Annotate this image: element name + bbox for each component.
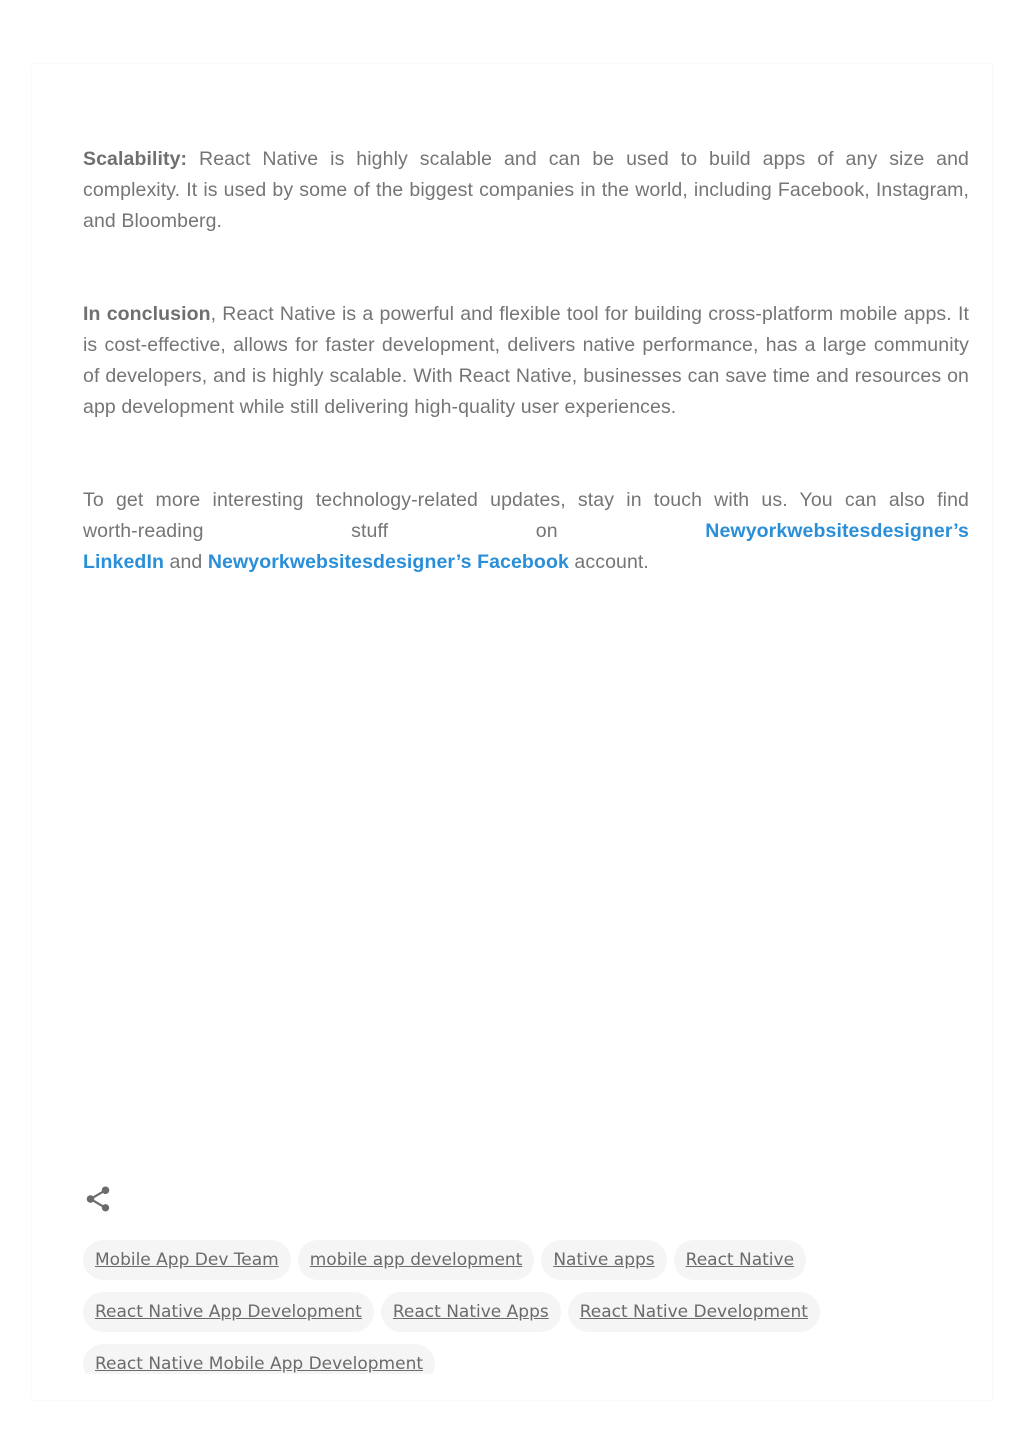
updates-line-1 (83, 485, 969, 516)
updates-word-on: on (535, 520, 558, 542)
updates-text-1: To get more interesting technology-related updates, stay in touch with us. You can also find (83, 489, 969, 511)
paragraph-conclusion (83, 299, 969, 423)
post-labels (83, 1240, 943, 1374)
conclusion-text: , React Native is a powerful and flexible tool for building cross-platform mobile apps. It is cost-effective, allows for faster development, delivers native performance, has a large community of developers, and is highly scalable. With React Native, businesses can save time and resources on app development while still delivering high-quality user experiences. (83, 303, 969, 418)
label-chip[interactable]: React Native App Development (83, 1292, 374, 1332)
scalability-lead: Scalability: (83, 148, 188, 170)
label-chip[interactable]: Mobile App Dev Team (83, 1240, 291, 1280)
updates-tail: account. (568, 551, 649, 573)
scalability-text: React Native is highly scalable and can be used to build apps of any size and complexity. It is used by some of the biggest companies in the world, including Facebook, Instagram, and Bloomberg. (83, 148, 969, 232)
updates-line-3 (83, 547, 969, 578)
facebook-link[interactable]: Newyorkwebsitesdesigner’s Facebook (207, 551, 569, 573)
paragraph-scalability (83, 144, 969, 237)
linkedin-link-part-2[interactable]: LinkedIn (83, 551, 164, 573)
share-icon (83, 1184, 113, 1214)
label-chip[interactable]: React Native Apps (381, 1292, 561, 1332)
label-chip[interactable]: Native apps (541, 1240, 666, 1280)
updates-and: and (163, 551, 208, 573)
label-chip[interactable]: React Native Mobile App Development (83, 1344, 435, 1374)
updates-word-worth-reading: worth-reading (83, 520, 204, 542)
updates-word-stuff: stuff (351, 520, 389, 542)
post-card (32, 64, 992, 1400)
label-chip[interactable]: mobile app development (298, 1240, 535, 1280)
label-chip[interactable]: React Native Development (568, 1292, 820, 1332)
share-button[interactable] (83, 1184, 113, 1214)
conclusion-lead: In conclusion (83, 303, 211, 325)
label-chip[interactable]: React Native (674, 1240, 806, 1280)
linkedin-link-part-1[interactable]: Newyorkwebsitesdesigner’s (705, 520, 969, 542)
paragraph-updates (83, 485, 969, 578)
updates-line-2 (83, 516, 969, 547)
